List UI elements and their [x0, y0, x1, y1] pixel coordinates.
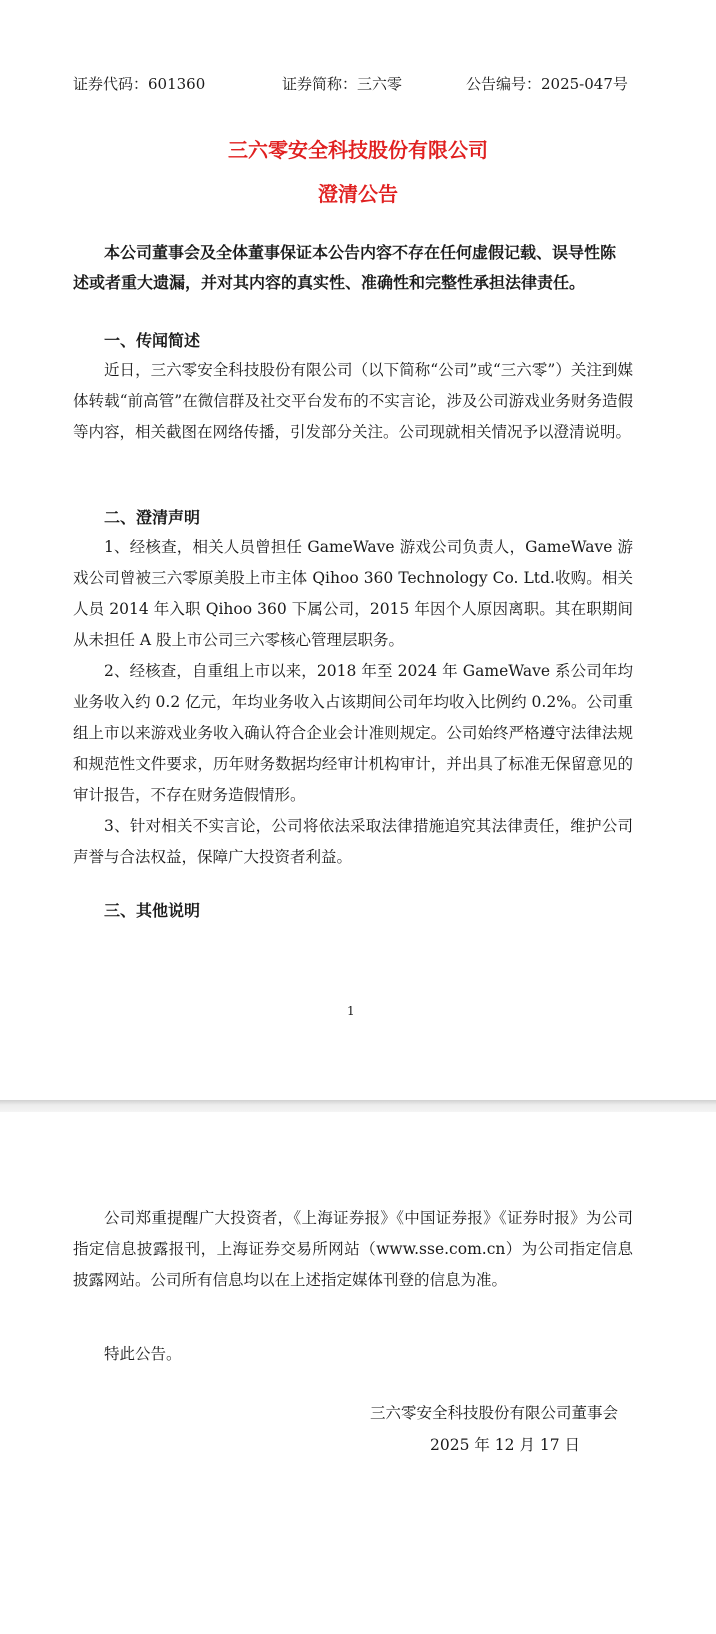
section-3-heading: 三、其他说明 — [104, 901, 201, 920]
section-1-body: 近日，三六零安全科技股份有限公司（以下简称“公司”或“三六零”）关注到媒体转载“前高管”在微信群及社交平台发布的不实言论，涉及公司游戏业务财务造假等内容，相关截图在网络传播，引发部分关注。公司现就相关情况予以澄清说明。 — [73, 361, 633, 441]
investor-reminder: 公司郑重提醒广大投资者，《上海证券报》《中国证券报》《证券时报》为公司指定信息披露报刊，上海证券交易所网站（www.sse.com.cn）为公司指定信息披露网站。公司所有信息均以在上述指定媒体刊登的信息为准。 — [73, 1209, 633, 1289]
board-statement-line-2: 述或者重大遗漏，并对其内容的真实性、准确性和完整性承担法律责任。 — [73, 273, 586, 292]
announcement-number: 公告编号：2025-047号 — [466, 75, 628, 93]
section-1-heading: 一、传闻简述 — [104, 331, 201, 350]
board-statement-line-1: 本公司董事会及全体董事保证本公告内容不存在任何虚假记载、误导性陈 — [104, 243, 617, 262]
section-2-heading: 二、澄清声明 — [104, 508, 201, 527]
document-title: 澄清公告 — [318, 182, 398, 206]
stock-code: 证券代码：601360 — [73, 75, 206, 93]
section-2-item-2: 2、经核查，自重组上市以来，2018 年至 2024 年 GameWave 系公司年均业务收入约 0.2 亿元，年均业务收入占该期间公司年均收入比例约 0.2%。公司重组上市以来游戏业务收入确认符合企业会计准则规定。公司始终严格遵守法律法规和规范性文件要求，历年财务数据均经审计机构审计，并出具了标准无保留意见的审计报告，不存在财务造假情形。 — [73, 662, 633, 804]
stock-short-name: 证券简称：三六零 — [282, 75, 403, 93]
company-title: 三六零安全科技股份有限公司 — [228, 138, 488, 162]
document-page-2 — [0, 1112, 716, 1634]
section-2-item-1: 1、经核查，相关人员曾担任 GameWave 游戏公司负责人，GameWave 游戏公司曾被三六零原美股上市主体 Qihoo 360 Technology Co. Ltd.收购。相关人员 2014 年入职 Qihoo 360 下属公司，2015 年因个人原因离职。其在职期间从未担任 A 股上市公司三六零核心管理层职务。 — [73, 538, 633, 649]
page-separator — [0, 1100, 716, 1112]
page-number: 1 — [347, 1004, 355, 1018]
section-2-item-3: 3、针对相关不实言论，公司将依法采取法律措施追究其法律责任，维护公司声誉与合法权益，保障广大投资者利益。 — [73, 817, 633, 866]
closing-statement: 特此公告。 — [104, 1345, 182, 1363]
signatory: 三六零安全科技股份有限公司董事会 — [370, 1404, 619, 1422]
announcement-date: 2025 年 12 月 17 日 — [430, 1436, 581, 1454]
